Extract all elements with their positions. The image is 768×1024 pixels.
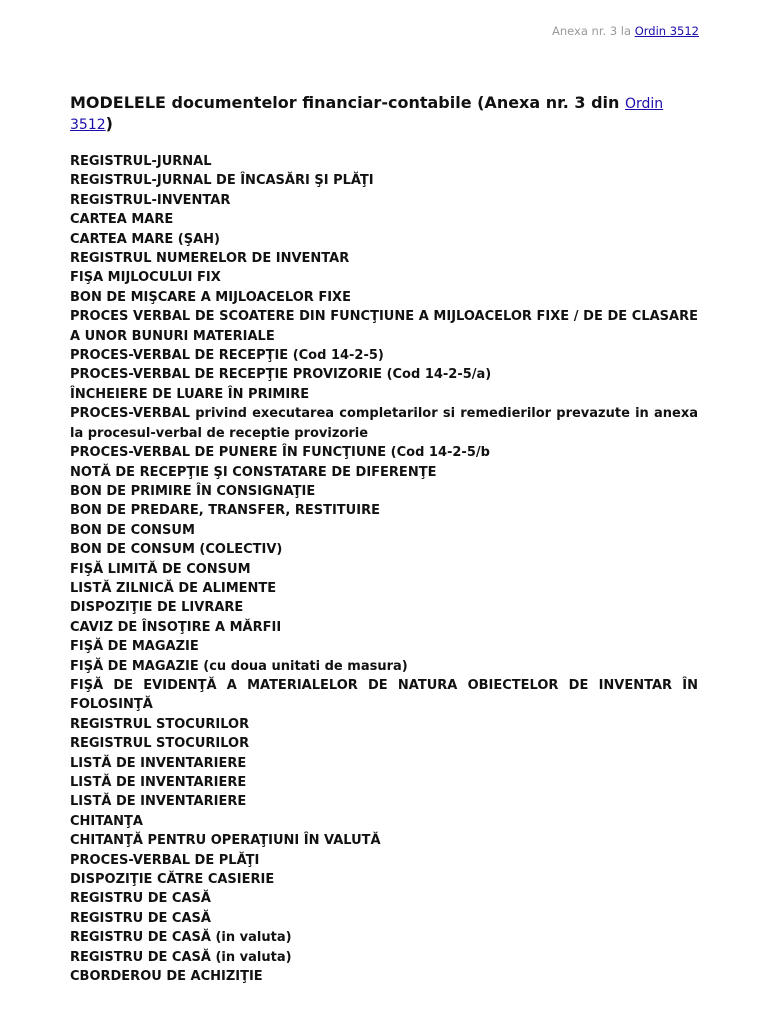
list-item: PROCES-VERBAL DE RECEPŢIE PROVIZORIE (Cod 14-2-5/a) — [70, 367, 492, 383]
list-item: REGISTRUL-JURNAL DE ÎNCASĂRI ŞI PLĂŢI — [70, 173, 374, 189]
list-item: BON DE PRIMIRE ÎN CONSIGNAŢIE — [70, 483, 316, 499]
list-item: REGISTRUL STOCURILOR — [70, 716, 250, 732]
list-item: REGISTRU DE CASĂ (in valuta) — [70, 930, 292, 946]
list-item: PROCES VERBAL DE SCOATERE DIN FUNCŢIUNE A MIJLOACELOR FIXE / DE DE CLASARE A UNOR BUNURI MATERIALE — [70, 309, 698, 344]
list-item: DISPOZIŢIE CĂTRE CASIERIE — [70, 872, 275, 888]
list-item: FIŞĂ DE MAGAZIE (cu doua unitati de masura) — [70, 658, 408, 674]
list-item: BON DE MIŞCARE A MIJLOACELOR FIXE — [70, 289, 351, 305]
list-item: FIŞĂ DE MAGAZIE — [70, 639, 199, 655]
list-item: REGISTRUL-INVENTAR — [70, 192, 231, 208]
list-item: ÎNCHEIERE DE LUARE ÎN PRIMIRE — [70, 386, 310, 402]
list-item: PROCES-VERBAL privind executarea completarilor si remedierilor prevazute in anexa la procesul-verbal de receptie provizorie — [70, 406, 698, 441]
list-item: PROCES-VERBAL DE PLĂŢI — [70, 852, 260, 868]
page-title-suffix: ) — [105, 114, 113, 133]
list-item: REGISTRUL STOCURILOR — [70, 736, 250, 752]
list-item: NOTĂ DE RECEPŢIE ŞI CONSTATARE DE DIFERENŢE — [70, 464, 437, 480]
list-item: REGISTRUL NUMERELOR DE INVENTAR — [70, 251, 350, 267]
list-item: FIŞĂ LIMITĂ DE CONSUM — [70, 561, 251, 577]
list-item: REGISTRU DE CASĂ (in valuta) — [70, 949, 292, 965]
page-header — [552, 24, 699, 38]
list-item: REGISTRU DE CASĂ — [70, 910, 211, 926]
list-item: BON DE PREDARE, TRANSFER, RESTITUIRE — [70, 503, 380, 519]
header-prefix: Anexa nr. 3 la — [552, 24, 635, 38]
page-title-text: MODELELE documentelor financiar-contabile (Anexa nr. 3 din — [70, 93, 625, 112]
list-item: CARTEA MARE — [70, 212, 174, 228]
list-item: REGISTRU DE CASĂ — [70, 891, 211, 907]
list-item: CBORDEROU DE ACHIZIŢIE — [70, 969, 263, 985]
list-item: CHITANŢĂ PENTRU OPERAŢIUNI ÎN VALUTĂ — [70, 833, 381, 849]
list-item: CAVIZ DE ÎNSOŢIRE A MĂRFII — [70, 619, 282, 635]
list-item: LISTĂ ZILNICĂ DE ALIMENTE — [70, 580, 277, 596]
page-title — [70, 93, 700, 135]
list-item: DISPOZIŢIE DE LIVRARE — [70, 600, 244, 616]
list-item: LISTĂ DE INVENTARIERE — [70, 755, 247, 771]
header-order-link[interactable]: Ordin 3512 — [634, 24, 699, 38]
list-item: LISTĂ DE INVENTARIERE — [70, 794, 247, 810]
list-item: FIŞĂ DE EVIDENŢĂ A MATERIALELOR DE NATURA OBIECTELOR DE INVENTAR ÎN FOLOSINŢĂ — [70, 677, 698, 713]
list-item: CHITANŢA — [70, 813, 143, 829]
document-list — [70, 152, 698, 986]
list-item: BON DE CONSUM — [70, 522, 195, 538]
list-item: BON DE CONSUM (COLECTIV) — [70, 542, 283, 558]
list-item: REGISTRUL-JURNAL — [70, 154, 212, 169]
list-item: CARTEA MARE (ŞAH) — [70, 231, 220, 247]
title-order-link[interactable]: Ordin 3512 — [70, 96, 664, 133]
list-item: PROCES-VERBAL DE RECEPŢIE (Cod 14-2-5) — [70, 348, 384, 364]
list-item: PROCES-VERBAL DE PUNERE ÎN FUNCŢIUNE (Cod 14-2-5/b — [70, 445, 490, 461]
list-item: FIŞA MIJLOCULUI FIX — [70, 270, 221, 286]
list-item: LISTĂ DE INVENTARIERE — [70, 775, 247, 790]
